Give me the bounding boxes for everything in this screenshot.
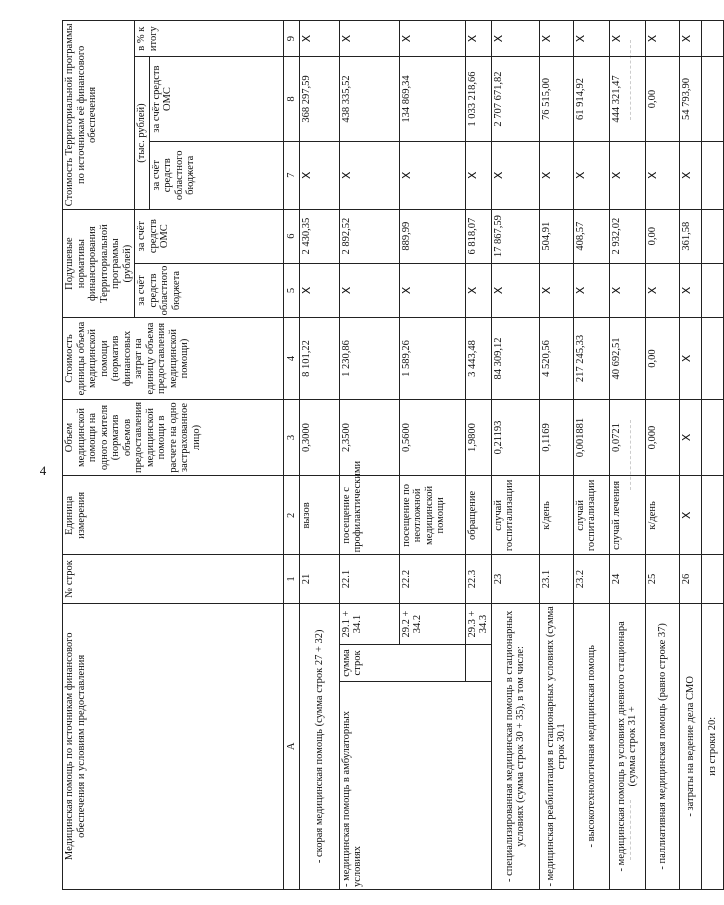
row-number: 26 xyxy=(679,555,701,603)
unit-cell: посещение по неотложной медицинской помощи xyxy=(399,476,465,555)
oms-norm-cell: 889,99 xyxy=(399,209,465,263)
row-number: 23 xyxy=(491,555,539,603)
row-label: - медицинская помощь в условиях дневного стационара (сумма строк 31 + xyxy=(609,603,645,889)
index-cell: 1 xyxy=(283,555,299,603)
oms-cost-cell: 438 335,52 xyxy=(339,57,399,141)
index-cell: 3 xyxy=(283,399,299,476)
volume-cell: 0,1169 xyxy=(539,399,573,476)
sum-label-empty xyxy=(465,645,491,681)
header-col-3: Объем медицинской помощи на одного жителя (норматив объемов предоставления медицинской помощи в расчете на одно застрахованное лицо) xyxy=(63,399,284,476)
row-label: из строки 20: xyxy=(701,603,723,889)
volume-cell: 1,9800 xyxy=(465,399,491,476)
row-label: - медицинская реабилитация в стационарных условиях (сумма строк 30.1 xyxy=(539,603,573,889)
oms-norm-cell: 6 818,07 xyxy=(465,209,491,263)
table-row xyxy=(491,21,539,890)
cost-cell: 1 230,86 xyxy=(339,318,399,399)
row-number: 25 xyxy=(645,555,679,603)
budget-norm-cell: X xyxy=(679,263,701,318)
percent-cell: X xyxy=(679,21,701,57)
oms-norm-cell: 0,00 xyxy=(645,209,679,263)
table-row xyxy=(573,21,609,890)
percent-cell: X xyxy=(609,21,645,57)
empty-cell xyxy=(701,141,723,209)
budget-cost-cell: X xyxy=(679,141,701,209)
budget-cost-cell: X xyxy=(573,141,609,209)
oms-cost-cell: 444 321,47 xyxy=(609,57,645,141)
table-row xyxy=(645,21,679,890)
oms-norm-cell: 2 430,35 xyxy=(299,209,339,263)
percent-cell: X xyxy=(573,21,609,57)
budget-cost-cell: X xyxy=(539,141,573,209)
header-cost-unit: (тыс. рублей) xyxy=(135,57,150,210)
header-col-5: за счёт средств областного бюджета xyxy=(135,263,284,318)
unit-cell: обращение xyxy=(465,476,491,555)
budget-cost-cell: X xyxy=(491,141,539,209)
budget-norm-cell: X xyxy=(645,263,679,318)
row-number: 23.1 xyxy=(539,555,573,603)
volume-cell: 0,21193 xyxy=(491,399,539,476)
header-col-8: за счёт средств ОМС xyxy=(149,57,283,141)
oms-norm-cell: 2 892,52 xyxy=(339,209,399,263)
oms-norm-cell: 2 932,02 xyxy=(609,209,645,263)
volume-cell: 0,001881 xyxy=(573,399,609,476)
budget-cost-cell: X xyxy=(399,141,465,209)
formula-cell: 29.3 + 34.3 xyxy=(465,603,491,645)
medical-care-cost-table xyxy=(62,20,724,890)
formula-cell: 29.2 + 34.2 xyxy=(399,603,465,645)
row-number: 22.1 xyxy=(339,555,399,603)
empty-cell xyxy=(701,21,723,57)
volume-cell: 0,5600 xyxy=(399,399,465,476)
header-col-9: в % к итогу xyxy=(135,21,284,57)
budget-norm-cell: X xyxy=(609,263,645,318)
header-norm-group xyxy=(63,209,135,318)
budget-norm-cell: X xyxy=(491,263,539,318)
row-label: - скорая медицинская помощь (сумма строк 27 + 32) xyxy=(299,603,339,889)
budget-cost-cell: X xyxy=(339,141,399,209)
cost-cell: 4 520,56 xyxy=(539,318,573,399)
budget-cost-cell: X xyxy=(609,141,645,209)
row-label: - медицинская помощь в амбулаторных условиях xyxy=(339,681,491,889)
cost-cell: X xyxy=(679,318,701,399)
percent-cell: X xyxy=(645,21,679,57)
budget-norm-cell: X xyxy=(399,263,465,318)
index-cell: А xyxy=(283,603,299,889)
index-cell: 9 xyxy=(283,21,299,57)
index-cell: 7 xyxy=(283,141,299,209)
header-row xyxy=(63,21,135,890)
formula-cell: 29.1 + 34.1 xyxy=(339,603,399,645)
budget-norm-cell: X xyxy=(339,263,399,318)
header-col-a: Медицинская помощь по источникам финансового обеспечения и условиям предоставления xyxy=(63,603,284,889)
header-col-6: за счёт средств ОМС xyxy=(135,209,284,263)
table-row xyxy=(679,21,701,890)
percent-cell: X xyxy=(539,21,573,57)
page-number: 4 xyxy=(39,463,47,478)
volume-cell: 2,3500 xyxy=(339,399,399,476)
row-number: 24 xyxy=(609,555,645,603)
empty-cell xyxy=(701,318,723,399)
volume-cell: X xyxy=(679,399,701,476)
percent-cell: X xyxy=(339,21,399,57)
cost-cell: 0,00 xyxy=(645,318,679,399)
index-cell: 2 xyxy=(283,476,299,555)
oms-norm-cell: 17 867,59 xyxy=(491,209,539,263)
empty-cell xyxy=(701,263,723,318)
table-row xyxy=(701,21,723,890)
empty-cell xyxy=(701,555,723,603)
rotated-table-wrapper xyxy=(62,20,718,890)
table-row xyxy=(299,21,339,890)
oms-cost-cell: 54 793,90 xyxy=(679,57,701,141)
row-label: - паллиативная медицинская помощь (равно строке 37) xyxy=(645,603,679,889)
row-number: 22.2 xyxy=(399,555,465,603)
table-row xyxy=(339,21,399,890)
oms-cost-cell: 76 515,00 xyxy=(539,57,573,141)
cost-cell: 8 101,22 xyxy=(299,318,339,399)
percent-cell: X xyxy=(399,21,465,57)
unit-cell: случай госпитализации xyxy=(573,476,609,555)
volume-cell: 0,000 xyxy=(645,399,679,476)
unit-cell: посещение с профилактическими xyxy=(339,476,399,555)
empty-cell xyxy=(701,476,723,555)
row-label: - специализированная медицинская помощь в стационарных условиях (сумма строк 30 + 35), в том числе: xyxy=(491,603,539,889)
budget-cost-cell: X xyxy=(299,141,339,209)
percent-cell: X xyxy=(465,21,491,57)
oms-cost-cell: 368 297,59 xyxy=(299,57,339,141)
header-col-1: № строк xyxy=(63,555,284,603)
oms-cost-cell: 0,00 xyxy=(645,57,679,141)
budget-cost-cell: X xyxy=(465,141,491,209)
empty-cell xyxy=(701,57,723,141)
cost-cell: 84 309,12 xyxy=(491,318,539,399)
unit-cell: к/день xyxy=(539,476,573,555)
percent-cell: X xyxy=(491,21,539,57)
empty-cell xyxy=(701,399,723,476)
unit-cell: X xyxy=(679,476,701,555)
index-cell: 5 xyxy=(283,263,299,318)
budget-norm-cell: X xyxy=(573,263,609,318)
header-col-7: за счёт средств областного бюджета xyxy=(149,141,283,209)
index-row xyxy=(283,21,299,890)
oms-cost-cell: 61 914,92 xyxy=(573,57,609,141)
row-number: 23.2 xyxy=(573,555,609,603)
sum-label: сумма строк xyxy=(339,645,465,681)
table-row xyxy=(609,21,645,890)
volume-cell: 0,3000 xyxy=(299,399,339,476)
oms-norm-cell: 504,91 xyxy=(539,209,573,263)
unit-cell: к/день xyxy=(645,476,679,555)
header-col-4: Стоимость единицы объема медицинской помощи (норматив финансовых затрат на единицу объема предоставления медицинской помощи) xyxy=(63,318,284,399)
row-number: 21 xyxy=(299,555,339,603)
percent-cell: X xyxy=(299,21,339,57)
unit-cell: случай госпитализации xyxy=(491,476,539,555)
empty-cell xyxy=(701,209,723,263)
unit-cell: случай лечения xyxy=(609,476,645,555)
index-cell: 4 xyxy=(283,318,299,399)
cost-cell: 217 245,33 xyxy=(573,318,609,399)
budget-cost-cell: X xyxy=(645,141,679,209)
cost-cell: 1 589,26 xyxy=(399,318,465,399)
row-label: - затраты на ведение дела СМО xyxy=(679,603,701,889)
index-cell: 8 xyxy=(283,57,299,141)
oms-cost-cell: 134 869,34 xyxy=(399,57,465,141)
row-label: - высокотехнологичная медицинская помощь xyxy=(573,603,609,889)
cost-cell: 40 692,51 xyxy=(609,318,645,399)
budget-norm-cell: X xyxy=(465,263,491,318)
table-row xyxy=(539,21,573,890)
oms-norm-cell: 361,58 xyxy=(679,209,701,263)
budget-norm-cell: X xyxy=(539,263,573,318)
volume-cell: 0,0721 xyxy=(609,399,645,476)
oms-cost-cell: 2 707 671,82 xyxy=(491,57,539,141)
oms-norm-cell: 408,57 xyxy=(573,209,609,263)
header-cost-group: Стоимость Территориальной программы по источникам её финансового обеспечения xyxy=(63,21,135,210)
index-cell: 6 xyxy=(283,209,299,263)
unit-cell: вызов xyxy=(299,476,339,555)
oms-cost-cell: 1 033 218,66 xyxy=(465,57,491,141)
budget-norm-cell: X xyxy=(299,263,339,318)
row-number: 22.3 xyxy=(465,555,491,603)
cost-cell: 3 443,48 xyxy=(465,318,491,399)
header-norm-group-unit: (рублей) xyxy=(121,244,133,283)
header-norm-group-title: Подушевые нормативы финансирования Территориальной программы xyxy=(64,224,122,303)
header-col-2: Единица измерения xyxy=(63,476,284,555)
